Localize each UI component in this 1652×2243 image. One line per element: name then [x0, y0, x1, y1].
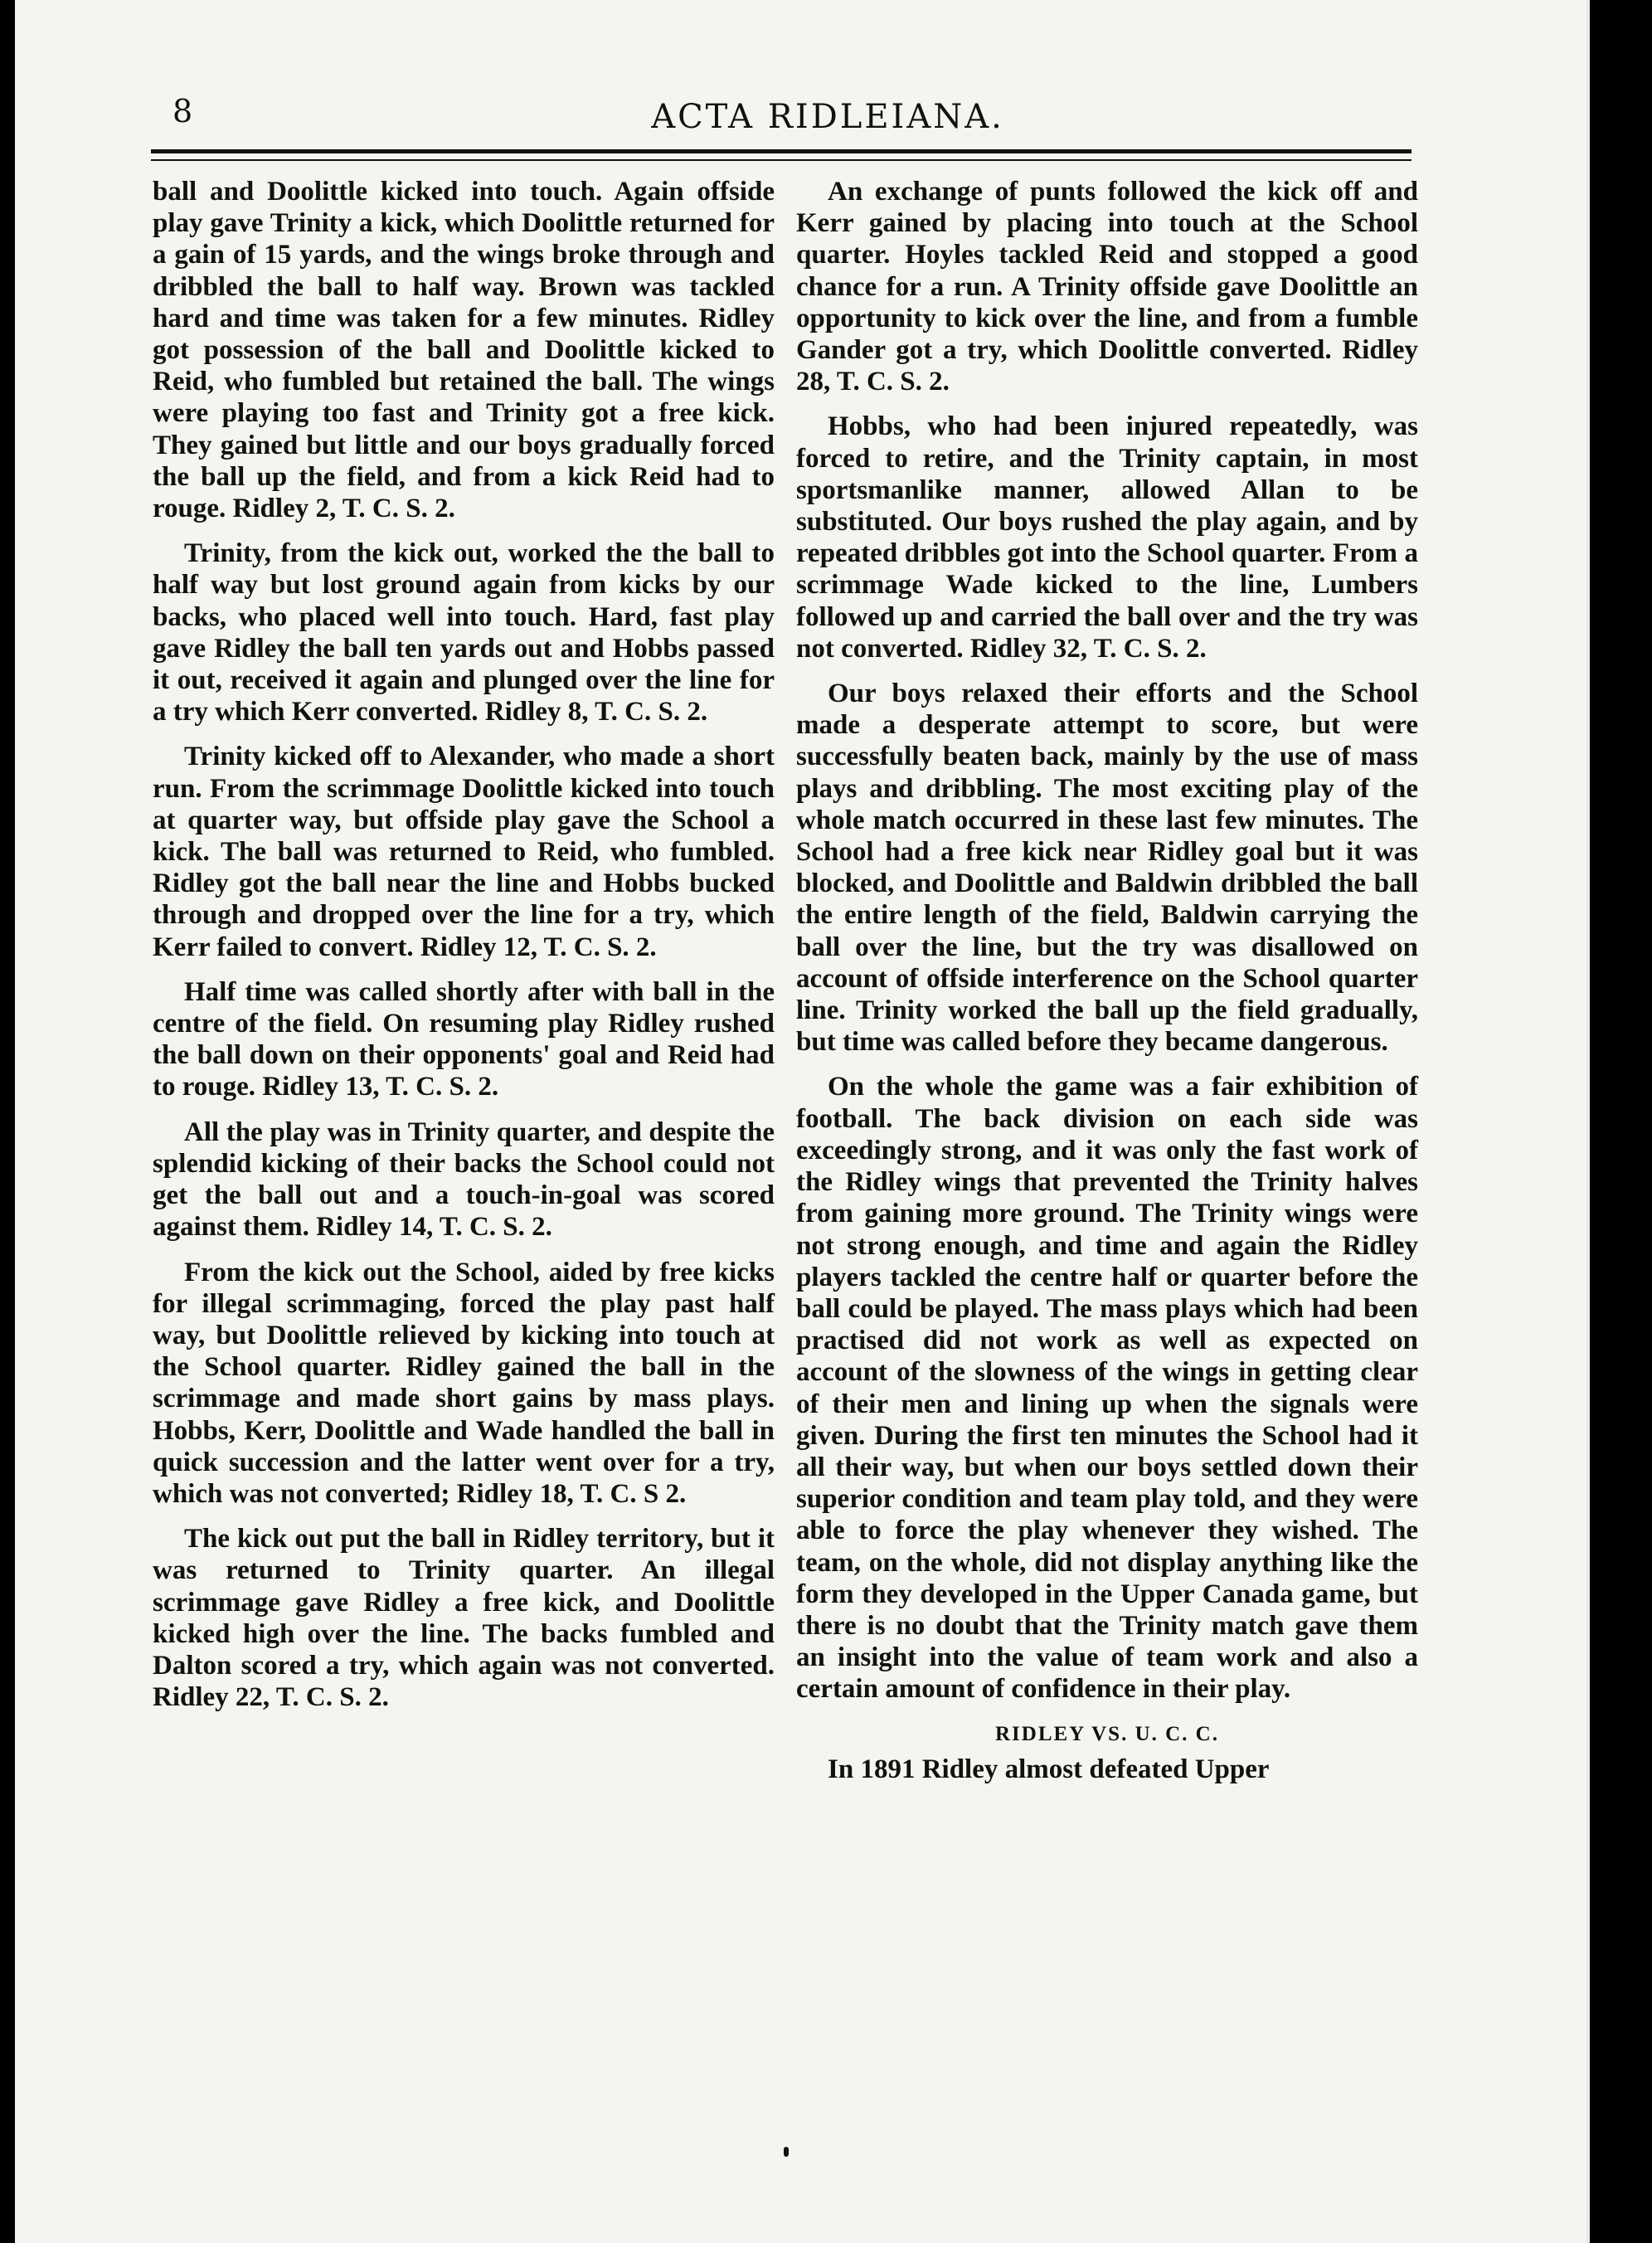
- right-column: [796, 176, 1418, 1798]
- paragraph: Our boys relaxed their efforts and the School made a desperate attempt to score, but were successfully beaten back, mainly by the use of mass plays and dribbling. The most exciting play of the whole match occurred in these last few minutes. The School had a free kick near Ridley goal but it was blocked, and Doolittle and Baldwin dribbled the ball the entire length of the field, Baldwin carrying the ball over the line, but the try was disallowed on account of offside interference on the School quarter line. Trinity worked the ball up the field gradually, but time was called before they became dangerous.: [796, 679, 1418, 1058]
- section-heading: RIDLEY VS. U. C. C.: [995, 1722, 1219, 1745]
- paragraph: The kick out put the ball in Ridley territory, but it was returned to Trinity quarter. An illegal scrimmage gave Ridley a free kick, and Doolittle kicked high over the line. The backs fumbled and Dalton scored a try, which again was not converted. Ridley 22, T. C. S. 2.: [153, 1524, 775, 1713]
- header-rule: [151, 149, 1411, 153]
- ink-mark: [784, 2147, 789, 2157]
- paragraph: On the whole the game was a fair exhibition of football. The back division on each side was exceedingly strong, and it was only the fast work of the Ridley wings that prevented the Trinity halves from gaining more ground. The Trinity wings were not strong enough, and time and again the Ridley players tackled the centre half or quarter before the ball could be played. The mass plays which had been practised did not work as well as expected on account of the slowness of the wings in getting clear of their men and lining up when the signals were given. During the first ten minutes the School had it all their way, but when our boys settled down their superior condition and team play told, and they were able to force the play whenever they wished. The team, on the whole, did not display anything like the form they developed in the Upper Canada game, but there is no doubt that the Trinity match gave them an insight into the value of team work and also a certain amount of confidence in their play.: [796, 1072, 1418, 1705]
- paragraph: Half time was called shortly after with ball in the centre of the field. On resuming play Ridley rushed the ball down on their opponents' goal and Reid had to rouge. Ridley 13, T. C. S. 2.: [153, 976, 775, 1102]
- header-rule-thin: [151, 159, 1411, 161]
- paragraph: All the play was in Trinity quarter, and despite the splendid kicking of their backs the School could not get the ball out and a touch-in-goal was scored against them. Ridley 14, T. C. S. 2.: [153, 1117, 775, 1243]
- section-opening: In 1891 Ridley almost defeated Upper: [828, 1754, 1270, 1784]
- paragraph: Hobbs, who had been injured repeatedly, was forced to retire, and the Trinity captain, in most sportsmanlike manner, allowed Allan to be substituted. Our boys rushed the play again, and by repeated dribbles got into the School quarter. From a scrimmage Wade kicked to the line, Lumbers followed up and carried the ball over and the try was not converted. Ridley 32, T. C. S. 2.: [796, 411, 1418, 664]
- paragraph: Trinity, from the kick out, worked the the ball to half way but lost ground again from kicks by our backs, who placed well into touch. Hard, fast play gave Ridley the ball ten yards out and Hobbs passed it out, received it again and plunged over the line for a try which Kerr converted. Ridley 8, T. C. S. 2.: [153, 538, 775, 727]
- paragraph: ball and Doolittle kicked into touch. Again offside play gave Trinity a kick, which Doolittle returned for a gain of 15 yards, and the wings broke through and dribbled the ball to half way. Brown was tackled hard and time was taken for a few minutes. Ridley got possession of the ball and Doolittle kicked to Reid, who fumbled but retained the ball. The wings were playing too fast and Trinity got a free kick. They gained but little and our boys gradually forced the ball up the field, and from a kick Reid had to rouge. Ridley 2, T. C. S. 2.: [153, 177, 775, 524]
- paragraph: Trinity kicked off to Alexander, who made a short run. From the scrimmage Doolittle kicked into touch at quarter way, but offside play gave the School a kick. The ball was returned to Reid, who fumbled. Ridley got the ball near the line and Hobbs bucked through and dropped over the line for a try, which Kerr failed to convert. Ridley 12, T. C. S. 2.: [153, 742, 775, 962]
- paragraph: From the kick out the School, aided by free kicks for illegal scrimmaging, forced the play past half way, but Doolittle relieved by kicking into touch at the School quarter. Ridley gained the ball in the scrimmage and made short gains by mass plays. Hobbs, Kerr, Doolittle and Wade handled the ball in quick succession and the latter went over for a try, which was not converted; Ridley 18, T. C. S 2.: [153, 1257, 775, 1509]
- page-number: 8: [172, 93, 193, 129]
- running-head: ACTA RIDLEIANA.: [651, 98, 1004, 136]
- left-column: [153, 176, 775, 1726]
- paragraph: An exchange of punts followed the kick off and Kerr gained by placing into touch at the School quarter. Hoyles tackled Reid and stopped a good chance for a run. A Trinity offside gave Doolittle an opportunity to kick over the line, and from a fumble Gander got a try, which Doolittle converted. Ridley 28, T. C. S. 2.: [796, 177, 1418, 397]
- scan-border: [1586, 0, 1652, 2243]
